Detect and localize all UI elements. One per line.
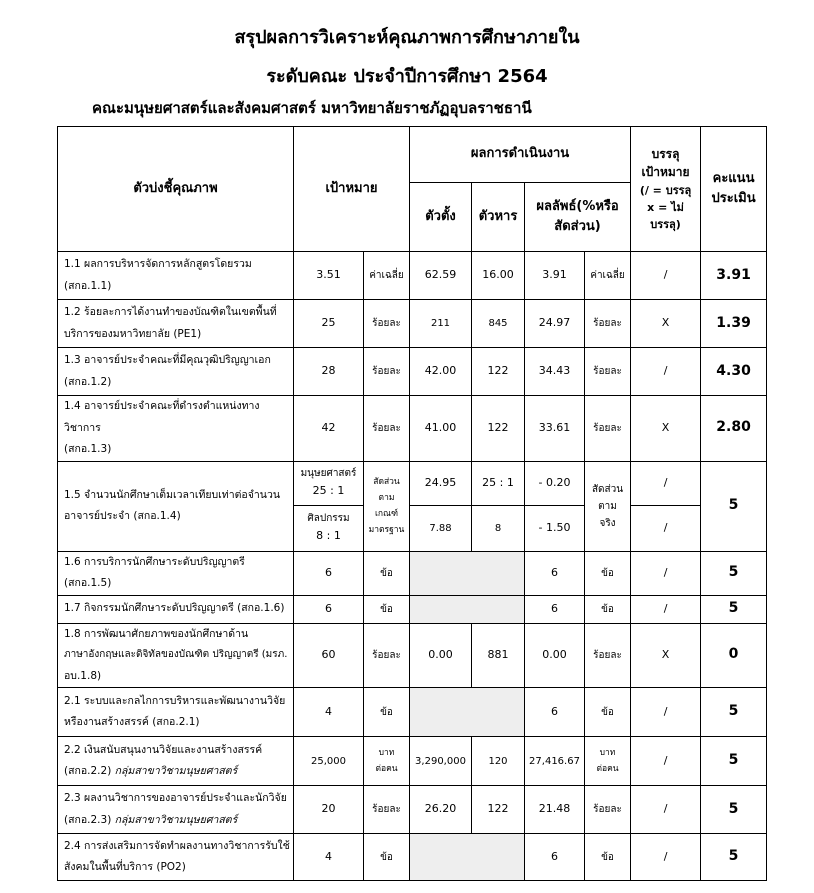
target-value: 20 — [294, 786, 364, 834]
result-value: 27,416.67 — [525, 737, 585, 786]
score-value: 5 — [701, 551, 767, 595]
target-humanities: มนุษยศาสตร์ 25 : 1 — [294, 461, 364, 505]
target-unit: ข้อ — [364, 688, 410, 737]
result-value: 34.43 — [525, 348, 585, 396]
indicator-cell: 2.1 ระบบและกลไกการบริหารและพัฒนางานวิจัย หรืองานสร้างสรรค์ (สกอ.2.1) — [58, 688, 294, 737]
table-row — [58, 623, 767, 688]
indicator-cell: 2.3 ผลงานวิชาการของอาจารย์ประจำและนักวิจัย (สกอ.2.3) กลุ่มสาขาวิชามนุษยศาสตร์ — [58, 786, 294, 834]
denominator-value: 845 — [472, 300, 525, 348]
target-unit: ร้อยละ — [364, 396, 410, 462]
achievement-mark: X — [631, 623, 701, 688]
target-value: 6 — [294, 551, 364, 595]
table-row — [58, 252, 767, 300]
quality-assessment-table — [57, 126, 767, 881]
table-row — [58, 595, 767, 623]
denominator-value: 122 — [472, 348, 525, 396]
header-result: ผลลัพธ์(%หรือ สัดส่วน) — [525, 183, 631, 252]
achievement-mark: / — [631, 252, 701, 300]
denominator-value: 8 — [472, 505, 525, 551]
score-value: 4.30 — [701, 348, 767, 396]
target-unit: ร้อยละ — [364, 786, 410, 834]
indicator-cell: 1.6 การบริการนักศึกษาระดับปริญญาตรี (สกอ.1.5) — [58, 551, 294, 595]
score-value: 5 — [701, 834, 767, 881]
score-value: 5 — [701, 786, 767, 834]
result-value: 33.61 — [525, 396, 585, 462]
table-row — [58, 551, 767, 595]
table-row — [58, 786, 767, 834]
target-unit: ร้อยละ — [364, 348, 410, 396]
result-value: 6 — [525, 551, 585, 595]
indicator-cell: 2.4 การส่งเสริมการจัดทำผลงานทางวิชาการรับใช้ สังคมในพื้นที่บริการ (PO2) — [58, 834, 294, 881]
score-value: 3.91 — [701, 252, 767, 300]
numerator-value: 41.00 — [410, 396, 472, 462]
target-unit: ข้อ — [364, 595, 410, 623]
numerator-value: 3,290,000 — [410, 737, 472, 786]
header-performance: ผลการดำเนินงาน — [410, 127, 631, 183]
achievement-mark: / — [631, 834, 701, 881]
result-value: - 1.50 — [525, 505, 585, 551]
empty-shaded-cell — [410, 834, 525, 881]
table-row — [58, 396, 767, 462]
denominator-value: 120 — [472, 737, 525, 786]
achievement-mark: / — [631, 348, 701, 396]
indicator-cell: 1.1 ผลการบริหารจัดการหลักสูตรโดยรวม (สกอ.1.1) — [58, 252, 294, 300]
target-unit: ข้อ — [364, 551, 410, 595]
faculty-subtitle: คณะมนุษยศาสตร์และสังคมศาสตร์ มหาวิทยาลัยราชภัฏอุบลราชธานี — [92, 99, 532, 117]
result-value: 6 — [525, 595, 585, 623]
numerator-value: 42.00 — [410, 348, 472, 396]
report-year-title: ระดับคณะ ประจำปีการศึกษา 2564 — [266, 66, 548, 87]
table-row — [58, 834, 767, 881]
target-fine-arts: ศิลปกรรม 8 : 1 — [294, 505, 364, 551]
result-unit: ข้อ — [585, 551, 631, 595]
target-unit: ข้อ — [364, 834, 410, 881]
score-value: 2.80 — [701, 396, 767, 462]
target-value: 25 — [294, 300, 364, 348]
result-unit: ข้อ — [585, 834, 631, 881]
table-row — [58, 348, 767, 396]
denominator-value: 122 — [472, 786, 525, 834]
target-unit: บาท ต่อคน — [364, 737, 410, 786]
target-value: 3.51 — [294, 252, 364, 300]
indicator-cell: 1.4 อาจารย์ประจำคณะที่ดำรงตำแหน่งทางวิชาการ (สกอ.1.3) — [58, 396, 294, 462]
target-value: 42 — [294, 396, 364, 462]
indicator-cell: 1.7 กิจกรรมนักศึกษาระดับปริญญาตรี (สกอ.1.6) — [58, 595, 294, 623]
header-score: คะแนน ประเมิน — [701, 127, 767, 252]
indicator-cell: 1.3 อาจารย์ประจำคณะที่มีคุณวุฒิปริญญาเอก (สกอ.1.2) — [58, 348, 294, 396]
result-unit: ร้อยละ — [585, 396, 631, 462]
achievement-mark: / — [631, 737, 701, 786]
numerator-value: 211 — [410, 300, 472, 348]
result-value: 6 — [525, 834, 585, 881]
denominator-value: 16.00 — [472, 252, 525, 300]
result-unit: ข้อ — [585, 595, 631, 623]
denominator-value: 25 : 1 — [472, 461, 525, 505]
result-unit: ข้อ — [585, 688, 631, 737]
score-value: 5 — [701, 737, 767, 786]
indicator-cell: 2.2 เงินสนับสนุนงานวิจัยและงานสร้างสรรค์ (สกอ.2.2) กลุ่มสาขาวิชามนุษยศาสตร์ — [58, 737, 294, 786]
achievement-mark: / — [631, 595, 701, 623]
table-row — [58, 300, 767, 348]
empty-shaded-cell — [410, 688, 525, 737]
target-value: 6 — [294, 595, 364, 623]
numerator-value: 62.59 — [410, 252, 472, 300]
result-unit: สัดส่วน ตาม จริง — [585, 461, 631, 551]
table-row — [58, 461, 767, 505]
numerator-value: 24.95 — [410, 461, 472, 505]
target-unit: ร้อยละ — [364, 623, 410, 688]
achievement-mark: / — [631, 688, 701, 737]
result-unit: บาท ต่อคน — [585, 737, 631, 786]
target-unit: ร้อยละ — [364, 300, 410, 348]
result-value: 21.48 — [525, 786, 585, 834]
achievement-mark: X — [631, 300, 701, 348]
achievement-mark: / — [631, 786, 701, 834]
result-value: 6 — [525, 688, 585, 737]
score-value: 0 — [701, 623, 767, 688]
result-unit: ร้อยละ — [585, 786, 631, 834]
denominator-value: 122 — [472, 396, 525, 462]
target-value: 28 — [294, 348, 364, 396]
target-unit: สัดส่วน ตาม เกณฑ์ มาตรฐาน — [364, 461, 410, 551]
target-value: 25,000 — [294, 737, 364, 786]
numerator-value: 26.20 — [410, 786, 472, 834]
indicator-cell: 1.5 จำนวนนักศึกษาเต็มเวลาเทียบเท่าต่อจำนวน อาจารย์ประจำ (สกอ.1.4) — [58, 461, 294, 551]
achievement-mark: / — [631, 505, 701, 551]
score-value: 5 — [701, 461, 767, 551]
header-denominator: ตัวหาร — [472, 183, 525, 252]
score-value: 1.39 — [701, 300, 767, 348]
report-title: สรุปผลการวิเคราะห์คุณภาพการศึกษาภายใน — [234, 27, 580, 48]
header-numerator: ตัวตั้ง — [410, 183, 472, 252]
indicator-cell: 1.2 ร้อยละการได้งานทำของบัณฑิตในเขตพื้นที่ บริการของมหาวิทยาลัย (PE1) — [58, 300, 294, 348]
target-value: 4 — [294, 688, 364, 737]
result-value: 3.91 — [525, 252, 585, 300]
numerator-value: 7.88 — [410, 505, 472, 551]
result-value: 24.97 — [525, 300, 585, 348]
target-value: 4 — [294, 834, 364, 881]
table-row — [58, 737, 767, 786]
header-achievement: บรรลุ เป้าหมาย (/ = บรรลุ x = ไม่ บรรลุ) — [631, 127, 701, 252]
achievement-mark: X — [631, 396, 701, 462]
result-value: - 0.20 — [525, 461, 585, 505]
achievement-mark: / — [631, 461, 701, 505]
result-unit: ร้อยละ — [585, 623, 631, 688]
result-unit: ค่าเฉลี่ย — [585, 252, 631, 300]
target-unit: ค่าเฉลี่ย — [364, 252, 410, 300]
result-unit: ร้อยละ — [585, 348, 631, 396]
empty-shaded-cell — [410, 595, 525, 623]
empty-shaded-cell — [410, 551, 525, 595]
score-value: 5 — [701, 688, 767, 737]
achievement-mark: / — [631, 551, 701, 595]
score-value: 5 — [701, 595, 767, 623]
denominator-value: 881 — [472, 623, 525, 688]
numerator-value: 0.00 — [410, 623, 472, 688]
target-value: 60 — [294, 623, 364, 688]
header-indicator: ตัวบ่งชี้คุณภาพ — [58, 127, 294, 252]
result-value: 0.00 — [525, 623, 585, 688]
table-row — [58, 688, 767, 737]
indicator-cell: 1.8 การพัฒนาศักยภาพของนักศึกษาด้าน ภาษาอังกฤษและดิจิทัลของบัณฑิต ปริญญาตรี (มรภ. อบ.1.8) — [58, 623, 294, 688]
result-unit: ร้อยละ — [585, 300, 631, 348]
header-target: เป้าหมาย — [294, 127, 410, 252]
header-row-1 — [58, 127, 767, 183]
